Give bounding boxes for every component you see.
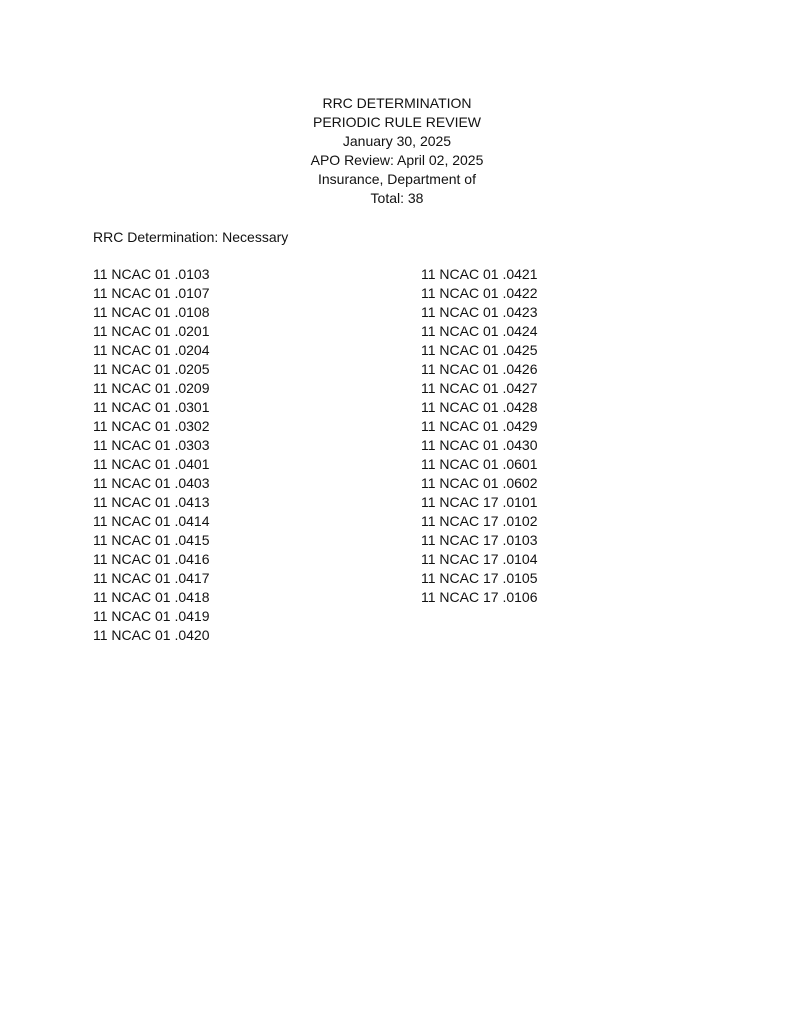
rule-citation: 11 NCAC 01 .0419 [93,608,210,624]
rule-citation: 11 NCAC 01 .0418 [93,589,210,605]
rule-citation: 11 NCAC 01 .0602 [421,475,538,491]
rule-citation: 11 NCAC 01 .0204 [93,342,210,358]
rule-citation: 11 NCAC 17 .0101 [421,494,538,510]
document-subtitle: PERIODIC RULE REVIEW [312,114,482,130]
rule-citation: 11 NCAC 01 .0415 [93,532,210,548]
rule-citation: 11 NCAC 01 .0429 [421,418,538,434]
rule-total: Total: 38 [370,190,424,206]
document-header [0,94,794,208]
rule-list-left [93,265,209,645]
determination-label: RRC Determination: Necessary [93,229,289,245]
rule-citation: 11 NCAC 01 .0424 [421,323,538,339]
rule-citation: 11 NCAC 01 .0430 [421,437,538,453]
document-title: RRC DETERMINATION [322,95,472,111]
rule-citation: 11 NCAC 01 .0416 [93,551,210,567]
rule-citation: 11 NCAC 01 .0303 [93,437,210,453]
agency-name: Insurance, Department of [318,171,476,187]
rule-citation: 11 NCAC 01 .0209 [93,380,210,396]
rule-citation: 11 NCAC 17 .0105 [421,570,538,586]
rule-citation: 11 NCAC 01 .0427 [421,380,538,396]
rule-citation: 11 NCAC 01 .0103 [93,266,210,282]
rule-citation: 11 NCAC 01 .0428 [421,399,538,415]
rule-citation: 11 NCAC 01 .0302 [93,418,210,434]
rule-citation: 11 NCAC 01 .0205 [93,361,210,377]
rule-citation: 11 NCAC 17 .0102 [421,513,538,529]
rule-citation: 11 NCAC 01 .0401 [93,456,210,472]
rule-citation: 11 NCAC 01 .0413 [93,494,210,510]
rule-citation: 11 NCAC 01 .0425 [421,342,538,358]
rule-citation: 11 NCAC 17 .0103 [421,532,538,548]
rule-citation: 11 NCAC 01 .0301 [93,399,210,415]
rule-citation: 11 NCAC 01 .0422 [421,285,538,301]
apo-review-date: APO Review: April 02, 2025 [310,152,484,168]
rule-citation: 11 NCAC 01 .0417 [93,570,210,586]
rule-citation: 11 NCAC 01 .0414 [93,513,210,529]
rule-citation: 11 NCAC 17 .0104 [421,551,538,567]
rule-list-right [421,265,537,607]
rule-citation: 11 NCAC 17 .0106 [421,589,538,605]
rule-citation: 11 NCAC 01 .0421 [421,266,538,282]
document-date: January 30, 2025 [342,133,452,149]
rule-citation: 11 NCAC 01 .0601 [421,456,538,472]
rule-citation: 11 NCAC 01 .0423 [421,304,538,320]
rule-citation: 11 NCAC 01 .0403 [93,475,210,491]
rule-citation: 11 NCAC 01 .0201 [93,323,210,339]
rule-citation: 11 NCAC 01 .0108 [93,304,210,320]
rule-citation: 11 NCAC 01 .0426 [421,361,538,377]
rule-citation: 11 NCAC 01 .0107 [93,285,210,301]
rule-citation: 11 NCAC 01 .0420 [93,627,210,643]
